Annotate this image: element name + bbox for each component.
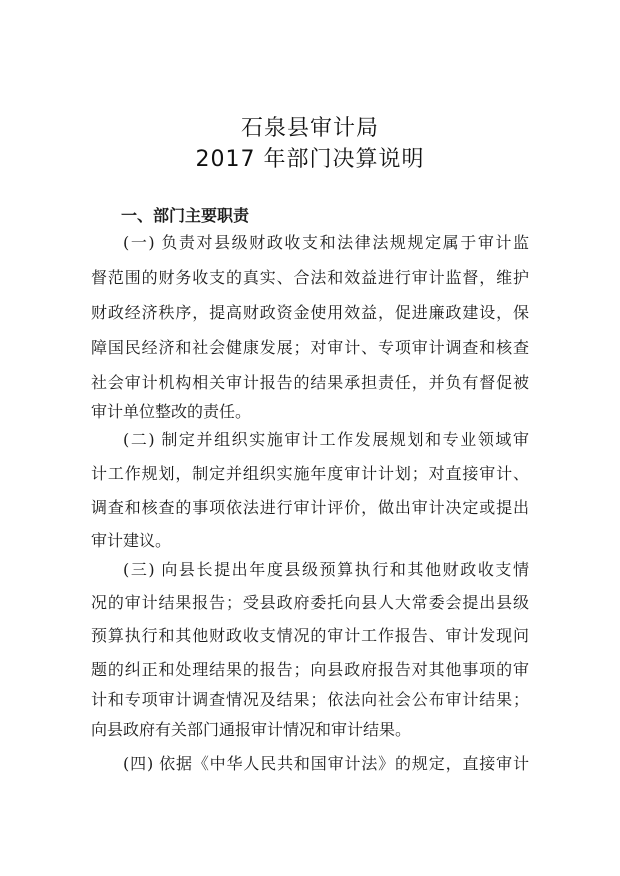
paragraph-line: 督范围的财务收支的真实、合法和效益进行审计监督，维护 [91,268,529,287]
document-title-line-1: 石泉县审计局 [240,116,379,141]
paragraph-line: 计和专项审计调查情况及结果；依法向社会公布审计结果； [91,690,529,709]
paragraph-line: 题的纠正和处理结果的报告；向县政府报告对其他事项的审 [91,660,529,679]
paragraph-line: 障国民经济和社会健康发展；对审计、专项审计调查和核查 [91,338,529,357]
paragraph-line: (二) 制定并组织实施审计工作发展规划和专业领域审 [123,430,529,449]
paragraph-line: 计工作规划，制定并组织实施年度审计计划；对直接审计、 [91,464,529,483]
paragraph-line: 预算执行和其他财政收支情况的审计工作报告、审计发现问 [91,626,529,645]
paragraph-line: (四) 依据《中华人民共和国审计法》的规定，直接审计 [123,754,529,773]
paragraph-line: 调查和核查的事项依法进行审计评价，做出审计决定或提出 [91,498,529,517]
paragraph-line: (一) 负责对县级财政收支和法律法规规定属于审计监 [123,233,529,252]
paragraph-line: (三) 向县长提出年度县级预算执行和其他财政收支情 [123,560,529,579]
paragraph-line: 况的审计结果报告；受县政府委托向县人大常委会提出县级 [91,593,529,612]
paragraph-line: 社会审计机构相关审计报告的结果承担责任，并负有督促被 [91,373,529,392]
paragraph-line: 财政经济秩序，提高财政资金使用效益，促进廉政建设，保 [91,303,529,322]
paragraph-line: 审计单位整改的责任。 [91,402,252,421]
document-title-line-2: 2017 年部门决算说明 [195,147,425,172]
paragraph-line: 审计建议。 [91,531,172,550]
section-heading: 一、部门主要职责 [121,206,250,225]
paragraph-line: 向县政府有关部门通报审计情况和审计结果。 [91,720,412,739]
